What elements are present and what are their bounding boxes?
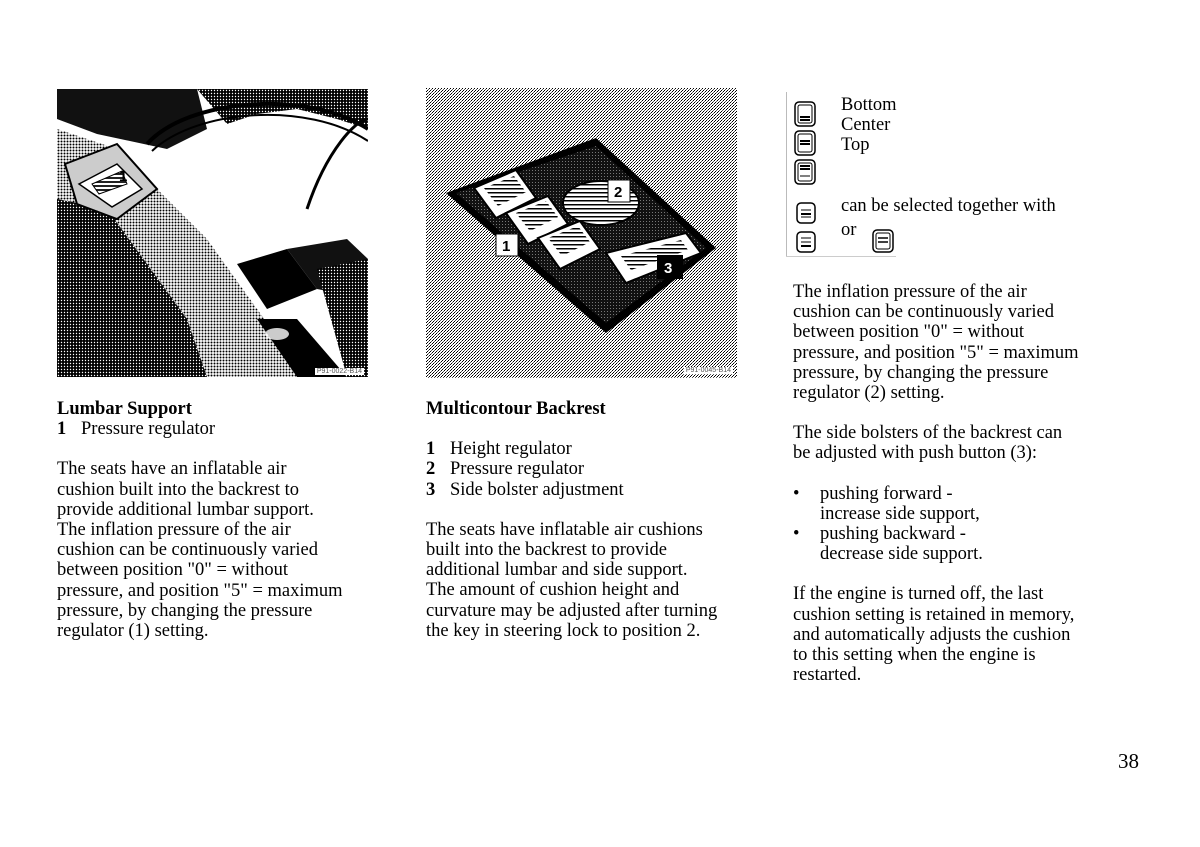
pressure-line: pressure, by changing the pressure	[793, 362, 1049, 383]
bullet-line2: decrease side support.	[820, 544, 983, 565]
multicontour-body-line: the key in steering lock to position 2.	[426, 620, 701, 641]
multicontour-item-num: 2	[426, 459, 436, 480]
lumbar-support-illustration	[57, 89, 368, 377]
legend-label-top: Top	[841, 135, 870, 155]
multicontour-body	[426, 520, 766, 641]
bullet-line1: pushing forward -	[820, 483, 953, 504]
multicontour-item-num: 3	[426, 479, 436, 500]
lumbar-body-line: pressure, and position "5" = maximum	[57, 580, 343, 601]
lumbar-support-section	[57, 399, 397, 641]
figure2-callout-3: 3	[664, 260, 673, 277]
list-item	[793, 524, 1153, 564]
bullet-mark: •	[793, 524, 800, 545]
bullet-line1: pushing backward -	[820, 524, 966, 545]
side-bolster-paragraph	[793, 423, 1153, 463]
combo-icon-1	[796, 202, 816, 224]
memory-line: restarted.	[793, 665, 862, 686]
pressure-line: The inflation pressure of the air	[793, 282, 1027, 302]
multicontour-body-line: built into the backrest to provide	[426, 540, 667, 561]
multicontour-item-label: Side bolster adjustment	[450, 479, 624, 500]
figure2-caption: P91-0045-B14	[685, 367, 731, 374]
multicontour-item	[426, 439, 766, 459]
multicontour-body-line: The amount of cushion height and	[426, 580, 680, 601]
page-number: 38	[1118, 749, 1139, 773]
legend-label-center: Center	[841, 115, 891, 135]
lumbar-body-line: The seats have an inflatable air	[57, 459, 287, 480]
list-item	[793, 484, 1153, 524]
figure2-callout-1: 1	[502, 238, 511, 255]
multicontour-body-line: The seats have inflatable air cushions	[426, 519, 703, 540]
memory-line: If the engine is turned off, the last	[793, 584, 1044, 605]
multicontour-item	[426, 480, 766, 500]
multicontour-item-num: 1	[426, 439, 436, 460]
legend-or-text: or	[841, 220, 857, 240]
bullet-line2: increase side support,	[820, 503, 980, 524]
memory-line: to this setting when the engine is	[793, 645, 1036, 666]
lumbar-support-heading: Lumbar Support	[57, 399, 192, 419]
pressure-line: regulator (2) setting.	[793, 383, 945, 404]
lumbar-body-line: The inflation pressure of the air	[57, 520, 291, 541]
right-column-text	[793, 282, 1153, 685]
memory-line: and automatically adjusts the cushion	[793, 624, 1071, 645]
side-bolster-line: The side bolsters of the backrest can	[793, 423, 1063, 444]
legend-divider	[786, 92, 787, 257]
lumbar-body-line: cushion can be continuously varied	[57, 540, 318, 561]
memory-line: cushion setting is retained in memory,	[793, 604, 1075, 625]
combo-icon-2	[796, 231, 816, 253]
center-cushion-icon	[794, 130, 816, 156]
lumbar-body-line: between position "0" = without	[57, 560, 289, 581]
legend-label-bottom: Bottom	[841, 95, 897, 115]
pressure-paragraph	[793, 282, 1153, 403]
multicontour-section	[426, 399, 766, 641]
multicontour-heading: Multicontour Backrest	[426, 399, 606, 419]
figure1-caption: P91-0022-B14	[316, 368, 362, 375]
memory-paragraph	[793, 584, 1153, 685]
side-bolster-line: be adjusted with push button (3):	[793, 443, 1038, 464]
side-bolster-list	[793, 484, 1153, 565]
cushion-icon-legend	[786, 92, 1116, 262]
lumbar-body-line: regulator (1) setting.	[57, 621, 209, 642]
lumbar-item	[57, 419, 397, 439]
combo-icon-3	[872, 229, 894, 253]
lumbar-item-num: 1	[57, 419, 67, 440]
legend-bottom-rule	[786, 256, 896, 257]
multicontour-item	[426, 459, 766, 479]
lumbar-item-label: Pressure regulator	[81, 419, 216, 440]
pressure-line: between position "0" = without	[793, 322, 1025, 343]
pressure-line: cushion can be continuously varied	[793, 302, 1054, 323]
bullet-mark: •	[793, 483, 800, 504]
figure1-callout: 1	[119, 168, 128, 185]
figure2-callout-2: 2	[614, 184, 623, 201]
bottom-cushion-icon	[794, 101, 816, 127]
multicontour-body-line: additional lumbar and side support.	[426, 560, 688, 581]
lumbar-body	[57, 459, 397, 641]
multicontour-item-label: Pressure regulator	[450, 459, 585, 480]
lumbar-body-line: provide additional lumbar support.	[57, 499, 314, 520]
pressure-line: pressure, and position "5" = maximum	[793, 342, 1079, 363]
multicontour-body-line: curvature may be adjusted after turning	[426, 600, 718, 621]
lumbar-body-line: pressure, by changing the pressure	[57, 600, 313, 621]
top-cushion-icon	[794, 159, 816, 185]
multicontour-item-label: Height regulator	[450, 439, 572, 460]
multicontour-control-illustration	[426, 88, 737, 378]
lumbar-body-line: cushion built into the backrest to	[57, 479, 299, 500]
legend-combo-text: can be selected together with	[841, 196, 1056, 216]
